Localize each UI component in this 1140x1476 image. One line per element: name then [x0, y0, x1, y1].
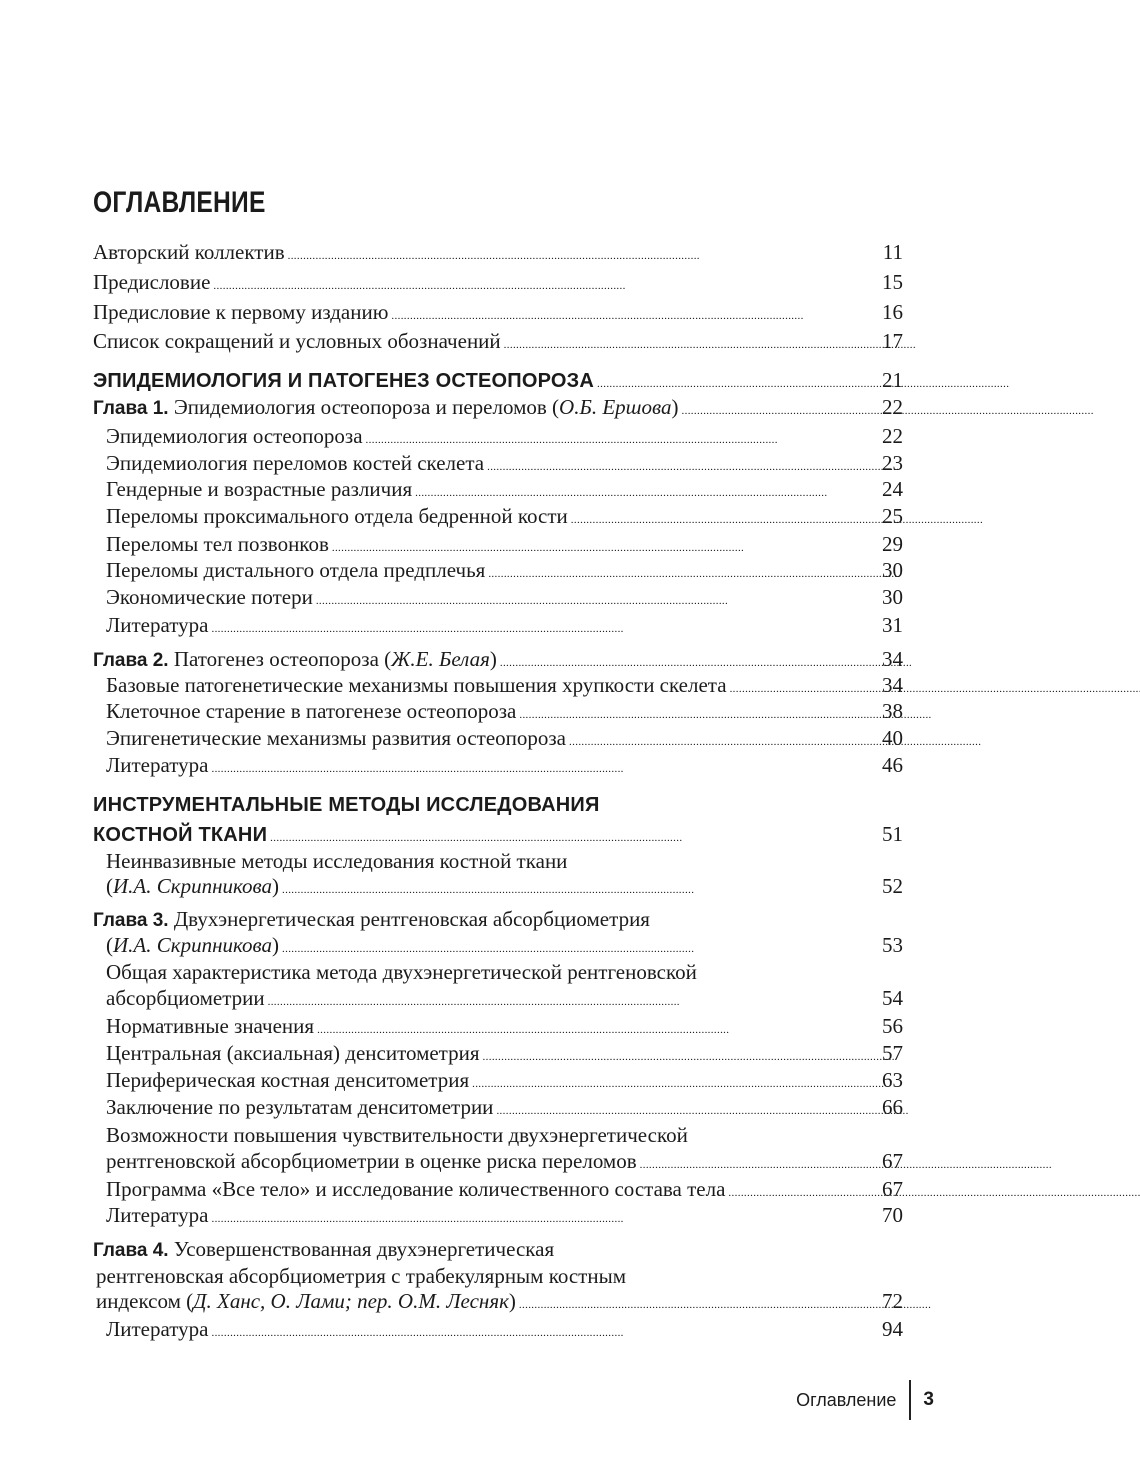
toc-text: Литература — [106, 1203, 209, 1227]
toc-bold-text: Глава 4. — [93, 1240, 169, 1261]
page-number: 3 — [923, 1389, 934, 1410]
toc-bold-text: ИНСТРУМЕНТАЛЬНЫЕ МЕТОДЫ ИССЛЕДОВАНИЯ — [93, 794, 600, 816]
toc-text: Эпидемиология остеопороза — [106, 424, 363, 448]
dot-leader — [504, 327, 879, 359]
toc-entry-line — [106, 872, 903, 900]
toc-entry-line — [106, 984, 903, 1012]
toc-entry-line — [93, 327, 903, 355]
toc-entry-line — [93, 238, 903, 266]
toc-text: Гендерные и возрастные различия — [106, 477, 413, 501]
toc-entry-line — [106, 958, 903, 986]
toc-entry-line — [106, 1121, 903, 1149]
toc-text: Периферическая костная денситометрия — [106, 1068, 470, 1092]
toc-page-number: 54 — [882, 986, 903, 1010]
toc-text: ) — [489, 647, 497, 671]
toc-page-number: 56 — [882, 1014, 903, 1038]
toc-entry-line — [106, 1093, 903, 1121]
toc-page-number: 31 — [882, 613, 903, 637]
toc-entry-line — [106, 475, 903, 503]
toc-text: ) — [272, 874, 279, 898]
toc-page-number: 16 — [882, 300, 903, 324]
toc-page-number: 23 — [882, 451, 903, 475]
dot-leader — [211, 751, 879, 783]
toc-entry-title — [93, 820, 267, 849]
toc-author: О.Б. Ершова — [559, 395, 672, 419]
toc-entry-line — [106, 1066, 903, 1094]
toc-entry-title — [106, 1121, 688, 1149]
toc-entry-line — [106, 449, 903, 477]
toc-entry-title — [93, 268, 210, 296]
toc-entry-line — [106, 583, 903, 611]
dot-leader — [211, 1201, 879, 1233]
toc-entry-line — [106, 1315, 903, 1343]
toc-page-number: 52 — [882, 874, 903, 898]
toc-page-number: 15 — [882, 270, 903, 294]
toc-page-number: 53 — [882, 933, 903, 957]
toc-entry-line — [93, 393, 903, 421]
toc-entry-title — [106, 671, 727, 699]
toc-entry-line — [96, 1262, 903, 1290]
toc-text: Нормативные значения — [106, 1014, 315, 1038]
dot-leader — [682, 393, 880, 425]
toc-entry-line — [106, 1147, 903, 1175]
toc-text: Клеточное старение в патогенезе остеопороза — [106, 699, 517, 723]
toc-page-number: 38 — [882, 699, 903, 723]
toc-entry-title — [106, 1175, 725, 1203]
toc-entry-title — [106, 1093, 493, 1121]
dot-leader — [391, 298, 879, 330]
toc-entry-title — [106, 931, 279, 959]
toc-page-number: 66 — [882, 1095, 903, 1119]
toc-entry-title — [93, 1235, 554, 1265]
toc-entry-title — [96, 1262, 626, 1290]
toc-text: Экономические потери — [106, 585, 313, 609]
dot-leader — [211, 1315, 879, 1347]
toc-text: Патогенез остеопороза ( — [168, 647, 392, 671]
toc-entry-title — [106, 1012, 314, 1040]
toc-text: Возможности повышения чувствительности двухэнергетической — [106, 1123, 688, 1147]
toc-text: Базовые патогенетические механизмы повышения хрупкости скелета — [106, 673, 727, 697]
toc-entry-title — [93, 238, 285, 266]
toc-text: Эпидемиология остеопороза и переломов ( — [168, 395, 560, 419]
toc-bold-text: КОСТНОЙ ТКАНИ — [93, 824, 268, 846]
toc-page-number: 25 — [882, 504, 903, 528]
toc-text: ) — [671, 395, 679, 419]
toc-text: абсорбциометрии — [106, 986, 265, 1010]
toc-page-number: 34 — [882, 647, 903, 671]
dot-leader — [282, 872, 879, 904]
toc-entry-title — [106, 1066, 469, 1094]
toc-bold-text: Глава 2. — [93, 650, 169, 671]
toc-entry-line — [93, 298, 903, 326]
toc-bold-text: ЭПИДЕМИОЛОГИЯ И ПАТОГЕНЕЗ ОСТЕОПОРОЗА — [93, 370, 595, 392]
toc-page-number: 22 — [882, 424, 903, 448]
toc-entry-title — [106, 475, 412, 503]
toc-text: Литература — [106, 613, 209, 637]
toc-page-number: 67 — [882, 1149, 903, 1173]
toc-entry-title — [106, 1201, 208, 1229]
toc-entry-line — [106, 556, 903, 584]
toc-page-number: 24 — [882, 477, 903, 501]
toc-page-number: 40 — [882, 726, 903, 750]
toc-text: ) — [272, 933, 279, 957]
toc-entry-line — [106, 751, 903, 779]
toc-entry-line — [106, 671, 903, 699]
toc-entry-line — [106, 502, 903, 530]
toc-page-number: 63 — [882, 1068, 903, 1092]
toc-bold-text: Глава 3. — [93, 910, 169, 931]
toc-text: Авторский коллектив — [93, 240, 285, 264]
toc-entry-title — [96, 1287, 516, 1315]
toc-text: рентгеновская абсорбциометрия с трабекулярным костным — [96, 1264, 626, 1288]
toc-entry-line — [106, 1175, 903, 1203]
toc-page-number: 67 — [882, 1177, 903, 1201]
toc-entry-line — [93, 366, 903, 394]
toc-author: Ж.Е. Белая — [391, 647, 490, 671]
running-header-label: Оглавление — [796, 1389, 897, 1410]
toc-text: Переломы дистального отдела предплечья — [106, 558, 486, 582]
toc-bold-text: Глава 1. — [93, 398, 169, 419]
toc-page-number: 30 — [882, 585, 903, 609]
toc-page-number: 94 — [882, 1317, 903, 1341]
toc-page-number: 29 — [882, 532, 903, 556]
toc-text: индексом ( — [96, 1289, 194, 1313]
toc-entry-line — [106, 847, 903, 875]
toc-entry-title — [106, 872, 279, 900]
toc-entry-title — [93, 393, 679, 423]
toc-entry-line — [106, 931, 903, 959]
toc-entry-line — [106, 1039, 903, 1067]
toc-page-number: 46 — [882, 753, 903, 777]
toc-entry-line — [93, 268, 903, 296]
page-footer — [796, 1380, 934, 1420]
toc-entry-line — [93, 645, 903, 673]
footer-divider — [909, 1380, 911, 1420]
toc-entry-line — [93, 820, 903, 848]
toc-text: Литература — [106, 1317, 209, 1341]
toc-entry-title — [93, 327, 501, 355]
toc-entry-title — [106, 556, 485, 584]
toc-text: Эпидемиология переломов костей скелета — [106, 451, 485, 475]
toc-entry-title — [106, 422, 363, 450]
toc-text: Предисловие к первому изданию — [93, 300, 389, 324]
toc-text: ( — [106, 874, 113, 898]
toc-author: И.А. Скрипникова — [113, 933, 272, 957]
toc-author: И.А. Скрипникова — [113, 874, 272, 898]
toc-text: Программа «Все тело» и исследование количественного состава тела — [106, 1177, 726, 1201]
dot-leader — [288, 238, 880, 270]
toc-entry-line — [106, 724, 903, 752]
toc-text: Эпигенетические механизмы развития остеопороза — [106, 726, 567, 750]
toc-entry-title — [106, 1315, 208, 1343]
toc-text: Предисловие — [93, 270, 211, 294]
page-title: ОГЛАВЛЕНИЕ — [93, 186, 266, 219]
toc-entry-title — [106, 502, 568, 530]
toc-text: Неинвазивные методы исследования костной ткани — [106, 849, 568, 873]
toc-entry-title — [106, 724, 566, 752]
toc-entry-title — [106, 611, 208, 639]
toc-text: Двухэнергетическая рентгеновская абсорбциометрия — [168, 907, 650, 931]
dot-leader — [213, 268, 879, 300]
toc-entry-title — [106, 530, 329, 558]
toc-entry-line — [106, 530, 903, 558]
toc-page-number: 57 — [882, 1041, 903, 1065]
toc-entry-title — [106, 449, 484, 477]
toc-text: Заключение по результатам денситометрии — [106, 1095, 494, 1119]
toc-page-number: 72 — [882, 1289, 903, 1313]
toc-text: Общая характеристика метода двухэнергетической рентгеновской — [106, 960, 697, 984]
toc-page-number: 30 — [882, 558, 903, 582]
toc-entry-line — [96, 1287, 903, 1315]
toc-page-number: 51 — [882, 822, 903, 846]
toc-entry-line — [106, 1012, 903, 1040]
toc-page-number: 22 — [882, 395, 903, 419]
toc-entry-line — [93, 790, 903, 818]
toc-entry-title — [93, 790, 600, 819]
toc-entry-title — [93, 298, 388, 326]
toc-page-number: 34 — [882, 673, 903, 697]
toc-entry-title — [106, 1039, 480, 1067]
toc-author: Д. Ханс, О. Лами; пер. О.М. Лесняк — [193, 1289, 509, 1313]
toc-entry-title — [106, 751, 208, 779]
toc-entry-title — [93, 366, 594, 395]
toc-page-number: 70 — [882, 1203, 903, 1227]
toc-entry-title — [106, 1147, 637, 1175]
toc-text: ) — [508, 1289, 516, 1313]
toc-text: Центральная (аксиальная) денситометрия — [106, 1041, 480, 1065]
toc-text: Список сокращений и условных обозначений — [93, 329, 501, 353]
toc-entry-title — [106, 984, 265, 1012]
toc-entry-line — [106, 1201, 903, 1229]
toc-text: Усовершенствованная двухэнергетическая — [168, 1237, 555, 1261]
toc-entry-title — [106, 697, 516, 725]
toc-text: Литература — [106, 753, 209, 777]
toc-text: рентгеновской абсорбциометрии в оценке риска переломов — [106, 1149, 637, 1173]
toc-entry-line — [93, 1235, 903, 1263]
toc-page-number: 21 — [882, 368, 903, 392]
toc-entry-line — [106, 422, 903, 450]
toc-text: Переломы тел позвонков — [106, 532, 329, 556]
toc-page-number: 17 — [882, 329, 903, 353]
toc-text: Переломы проксимального отдела бедренной кости — [106, 504, 568, 528]
toc-text: ( — [106, 933, 113, 957]
toc-entry-line — [106, 697, 903, 725]
toc-page-number: 11 — [882, 240, 903, 264]
toc-entry-title — [106, 958, 697, 986]
toc-entry-title — [106, 847, 567, 875]
toc-entry-line — [106, 611, 903, 639]
toc-entry-title — [106, 583, 313, 611]
toc-entry-line — [93, 905, 903, 933]
dot-leader — [211, 611, 879, 643]
